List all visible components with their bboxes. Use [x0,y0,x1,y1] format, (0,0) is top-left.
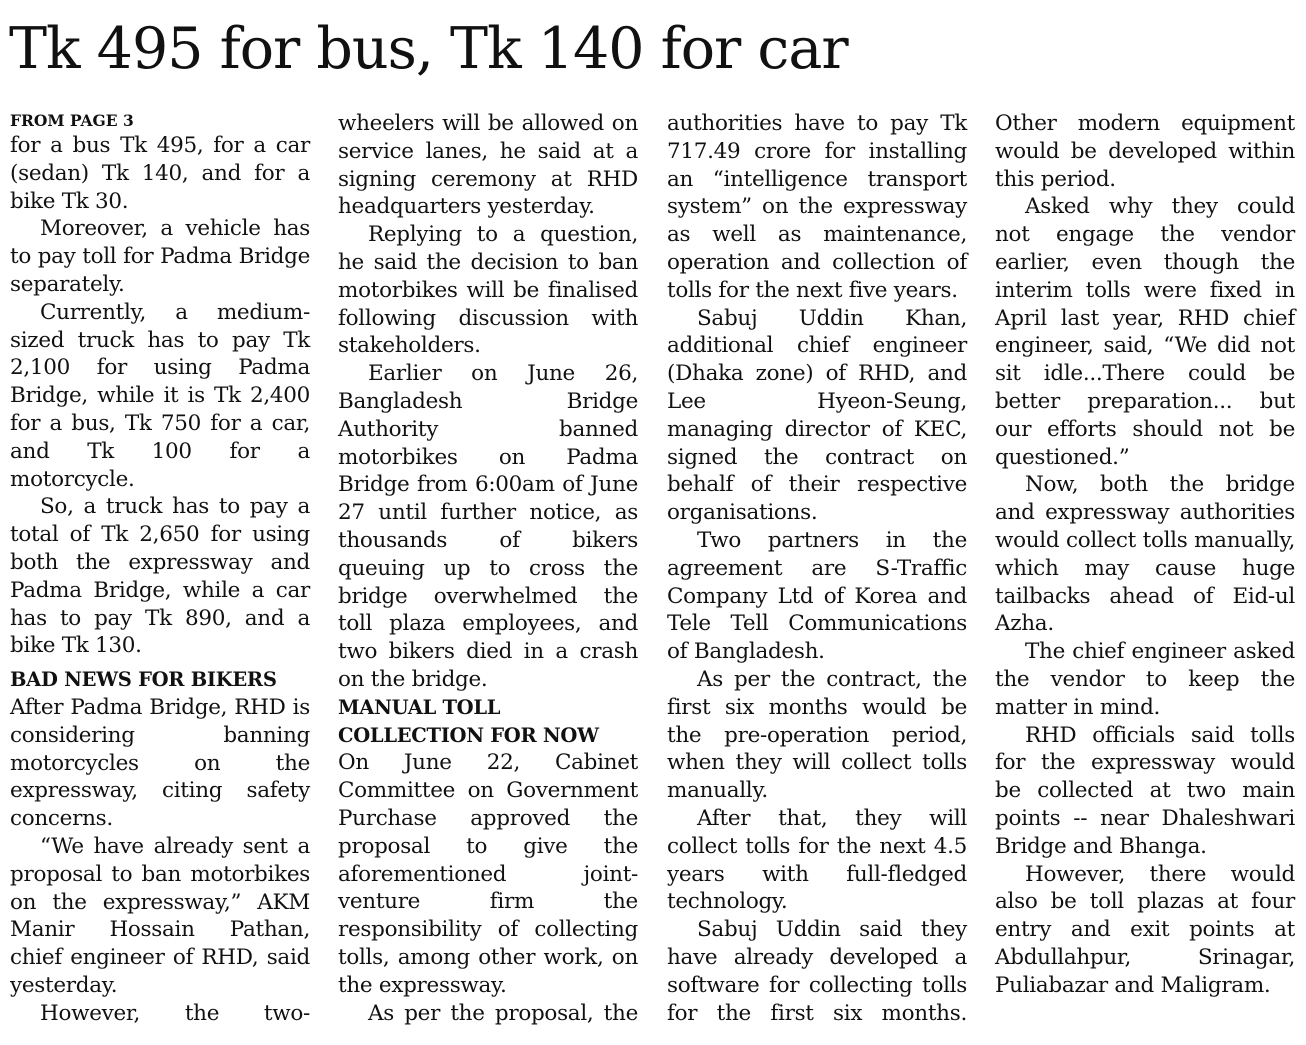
paragraph: for a bus Tk 495, for a car (sedan) Tk 140, and for a bike Tk 30. [10,133,310,214]
paragraph: However, there would also be toll plazas at four entry and exit points at Abdullahpur, Srinagar, Puliabazar and Maligram. [995,861,1295,998]
column-4 [995,110,1295,1000]
paragraph: Now, both the bridge and expressway authorities would collect tolls manually, which may cause huge tailbacks ahead of Eid-ul Azha. [995,472,1295,637]
paragraph: As per the contract, the first six months would be the pre-operation period, when they will collect tolls manually. [667,666,967,804]
column-3 [667,110,967,1027]
paragraph: RHD officials said tolls for the expressway would be collected at two main points -- near Dhaleshwari Bridge and Bhanga. [995,722,1295,859]
paragraph: Replying to a question, he said the decision to ban motorbikes will be finalised following discussion with stakeholders. [338,222,638,359]
subhead-manual-toll-line1: MANUAL TOLL [338,695,501,719]
paragraph: After Padma Bridge, RHD is considering banning motorcycles on the expressway, citing safety concerns. [10,694,310,832]
column-1 [10,110,310,1028]
kicker-from-page: FROM PAGE 3 [10,111,134,130]
subhead-bad-news-for-bikers: BAD NEWS FOR BIKERS [10,668,277,692]
column-2 [338,110,638,1027]
paragraph: As per the proposal, the [368,1000,638,1026]
paragraph: Moreover, a vehicle has to pay toll for Padma Bridge separately. [10,216,310,297]
paragraph: Earlier on June 26, Bangladesh Bridge Authority banned motorbikes on Padma Bridge from 6:00am of June 27 until further notice, as thousands of bikers queuing up to cross the bridge overwhelmed the toll plaza employees, and two bikers died in a crash on the bridge. [338,361,638,692]
paragraph: Currently, a medium-sized truck has to pay Tk 2,100 for using Padma Bridge, while it is Tk 2,400 for a bus, Tk 750 for a car, and Tk 100 for a motorcycle. [10,299,310,492]
paragraph: Other modern equipment would be developed within this period. [995,111,1295,192]
subhead-manual-toll-line2: COLLECTION FOR NOW [338,723,599,747]
paragraph: After that, they will collect tolls for the next 4.5 years with full-fledged technology. [667,805,967,915]
paragraph: Asked why they could not engage the vendor earlier, even though the interim tolls were fixed in April last year, RHD chief engineer, said, “We did not sit idle...There could be better preparation... but our efforts should not be questioned.” [995,194,1295,470]
paragraph: Sabuj Uddin said they have already developed a software for collecting tolls for the first six months. [667,917,967,1026]
paragraph: “We have already sent a proposal to ban motorbikes on the expressway,” AKM Manir Hossain Pathan, chief engineer of RHD, said yesterday. [10,833,310,998]
paragraph: The chief engineer asked the vendor to keep the matter in mind. [995,639,1295,720]
paragraph: Sabuj Uddin Khan, additional chief engineer (Dhaka zone) of RHD, and Lee Hyeon-Seung, managing director of KEC, signed the contract on behalf of their respective organisations. [667,305,967,526]
article-body [10,110,1296,1040]
paragraph: On June 22, Cabinet Committee on Government Purchase approved the proposal to give the aforementioned joint-venture firm the responsibility of collecting tolls, among other work, on the expressway. [338,750,638,998]
paragraph: However, the two- [40,1000,310,1026]
paragraph: Two partners in the agreement are S-Traffic Company Ltd of Korea and Tele Tell Communications of Bangladesh. [667,527,967,665]
paragraph: So, a truck has to pay a total of Tk 2,650 for using both the expressway and Padma Bridge, while a car has to pay Tk 890, and a bike Tk 130. [10,494,310,659]
paragraph: wheelers will be allowed on service lanes, he said at a signing ceremony at RHD headquarters yesterday. [338,111,638,220]
headline: Tk 495 for bus, Tk 140 for car [9,16,848,82]
paragraph: authorities have to pay Tk 717.49 crore for installing an “intelligence transport system” on the expressway as well as maintenance, operation and collection of tolls for the next five years. [667,111,967,303]
